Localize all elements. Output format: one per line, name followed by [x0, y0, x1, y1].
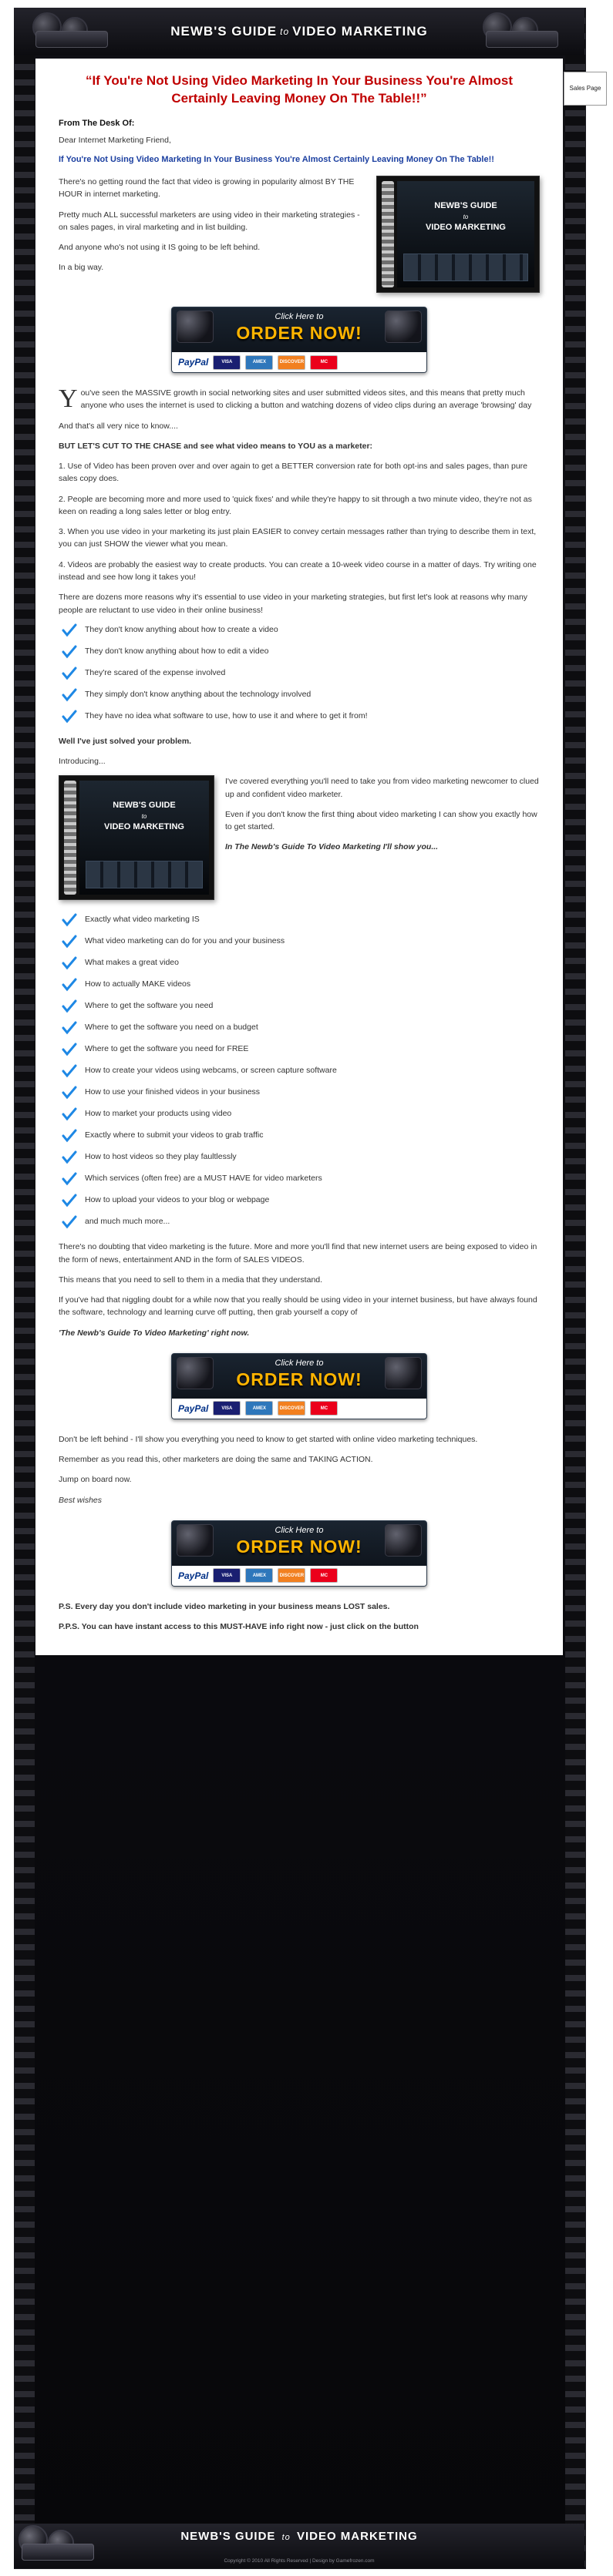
order-button-label-top: ORDER NOW! [236, 323, 362, 344]
section2-paragraph-1 [59, 387, 540, 412]
list-item [59, 624, 540, 638]
closing-paragraph-2: This means that you need to sell to them in a media that they understand. [59, 1275, 323, 1285]
objections-list [59, 624, 540, 724]
check-icon [62, 645, 77, 660]
product-ebook-image-secondary [59, 775, 214, 900]
amex-card-icon: AMEX [245, 1401, 273, 1416]
paypal-logo: PayPal [178, 357, 209, 368]
list-item-label: How to market your products using video [85, 1109, 232, 1119]
closing-paragraph-3: If you've had that niggling doubt for a while now that you really should be using video in your internet business, but have always found the software, technology and learning curve off putting, then grab yourself a copy of [59, 1295, 537, 1318]
offer-paragraph-1: I've covered everything you'll need to take you from video marketing newcomer to clued up and confident video marketer. [225, 777, 539, 799]
list-item [59, 1000, 540, 1014]
section2-paragraph-1-text: ou've seen the MASSIVE growth in social networking sites and user submitted videos sites, and this means that pretty much anyone who uses the internet is used to clicking a button and watching dozens of video clips during an average 'browsing' day [80, 388, 532, 411]
header-title-connector: to [280, 26, 290, 37]
product-cover-title-line2: VIDEO MARKETING [104, 821, 184, 831]
payment-methods-middle [172, 1399, 426, 1419]
check-icon [62, 1086, 77, 1101]
from-desk-label: From The Desk Of: [59, 118, 135, 128]
film-strip-right-decoration [565, 8, 585, 2568]
mastercard-icon: MC [310, 355, 338, 370]
list-item [59, 1043, 540, 1057]
offer-paragraph-3: In The Newb's Guide To Video Marketing I'll show you... [225, 842, 439, 852]
list-item-label: Exactly what video marketing IS [85, 915, 200, 925]
check-icon [62, 999, 77, 1015]
visa-card-icon: VISA [213, 1568, 241, 1583]
intro-paragraph-3: And anyone who's not using it IS going to be left behind. [59, 243, 261, 253]
order-now-button-bottom[interactable] [171, 1520, 427, 1587]
spiral-binding-decoration [382, 181, 394, 287]
section2-paragraph-2: And that's all very nice to know.... [59, 421, 178, 431]
list-item [59, 1130, 540, 1144]
order-button-label-middle: ORDER NOW! [236, 1369, 362, 1389]
check-icon [62, 1129, 77, 1144]
list-item-label: Where to get the software you need [85, 1001, 214, 1011]
footer-title [14, 2530, 584, 2543]
closing-paragraph-1: There's no doubting that video marketing is the future. More and more you'll find that new internet users are being exposed to video in the form of news, entertainment AND in the form of SALES VIDEOS. [59, 1242, 537, 1264]
product-cover-title-line1: NEWB'S GUIDE [113, 801, 176, 811]
discover-card-icon: DISCOVER [278, 355, 305, 370]
paypal-logo: PayPal [178, 1570, 209, 1581]
film-strip-decoration [86, 861, 203, 888]
final-paragraph-4: Best wishes [59, 1495, 103, 1505]
list-item-label: Exactly where to submit your videos to grab traffic [85, 1130, 264, 1140]
product-cover [79, 781, 209, 895]
intro-paragraph-4: In a big way. [59, 263, 104, 273]
list-item-label: What makes a great video [85, 958, 179, 968]
sales-letter-sheet [35, 59, 563, 1655]
closing-paragraph-4: 'The Newb's Guide To Video Marketing' right now. [59, 1328, 250, 1338]
product-cover-connector: to [463, 213, 469, 220]
footer-title-connector: to [281, 2533, 291, 2542]
visa-card-icon: VISA [213, 1401, 241, 1416]
discover-card-icon: DISCOVER [278, 1568, 305, 1583]
list-item-label: How to host videos so they play faultlessly [85, 1152, 237, 1162]
film-strip-left-decoration [15, 8, 35, 2568]
check-icon [62, 688, 77, 704]
list-item [59, 1108, 540, 1122]
list-item-label: How to actually MAKE videos [85, 979, 191, 989]
order-button-click-text-middle: Click Here to [275, 1358, 324, 1368]
numbered-point-1: 1. Use of Video has been proven over and over again to get a BETTER conversion rate for both opt-ins and sales pages, than pure sales copy does. [59, 462, 528, 484]
salutation: Dear Internet Marketing Friend, [59, 135, 171, 145]
mastercard-icon: MC [310, 1401, 338, 1416]
list-item [59, 1086, 540, 1100]
payment-methods-top [172, 352, 426, 372]
product-cover-title-line2: VIDEO MARKETING [426, 222, 506, 232]
list-item [59, 667, 540, 681]
check-icon [62, 1107, 77, 1123]
list-item [59, 979, 540, 992]
paypal-logo: PayPal [178, 1402, 209, 1414]
ps-line-1: P.S. Every day you don't include video marketing in your business means LOST sales. [59, 1601, 390, 1611]
list-item-label: and much much more... [85, 1217, 170, 1227]
section2-closing: There are dozens more reasons why it's essential to use video in your marketing strategies, but first let's look at reasons why many people are reluctant to use video in their online business! [59, 593, 528, 615]
numbered-point-3: 3. When you use video in your marketing its just plain EASIER to convey certain messages rather than trying to describe them in text, you can just SHOW the viewer what you mean. [59, 527, 537, 549]
list-item [59, 646, 540, 660]
order-now-button-top[interactable] [171, 307, 427, 373]
check-icon [62, 1215, 77, 1231]
film-strip-decoration [403, 254, 528, 281]
product-cover [397, 181, 534, 287]
dropcap-letter: Y [59, 385, 78, 414]
amex-card-icon: AMEX [245, 1568, 273, 1583]
list-item-label: What video marketing can do for you and your business [85, 936, 285, 946]
check-icon [62, 623, 77, 639]
list-item [59, 1173, 540, 1187]
check-icon [62, 1150, 77, 1166]
product-cover-title-line1: NEWB'S GUIDE [434, 201, 497, 211]
sub-headline: If You're Not Using Video Marketing In Your Business You're Almost Certainly Leaving Money On The Table!! [59, 155, 494, 165]
check-icon [62, 1194, 77, 1209]
sales-page-callout-label: Sales Page [569, 84, 601, 92]
order-button-label-bottom: ORDER NOW! [236, 1536, 362, 1557]
ps-line-2: P.P.S. You can have instant access to this MUST-HAVE info right now - just click on the button [59, 1622, 419, 1632]
list-item [59, 914, 540, 928]
introducing-line: Introducing... [59, 757, 106, 767]
check-icon [62, 710, 77, 725]
order-button-click-text-bottom: Click Here to [275, 1525, 324, 1535]
visa-card-icon: VISA [213, 355, 241, 370]
numbered-point-2: 2. People are becoming more and more used to 'quick fixes' and while they're happy to sit through a two minute video, they're not as keen on reading a long sales letter or blog entry. [59, 494, 532, 516]
list-item [59, 1194, 540, 1208]
check-icon [62, 667, 77, 682]
list-item-label: Where to get the software you need for FREE [85, 1044, 249, 1054]
list-item [59, 689, 540, 703]
final-paragraph-1: Don't be left behind - I'll show you everything you need to know to get started with online video marketing techniques. [59, 1434, 478, 1444]
list-item [59, 1022, 540, 1036]
final-paragraph-3: Jump on board now. [59, 1475, 132, 1485]
list-item-label: They have no idea what software to use, how to use it and where to get it from! [85, 710, 368, 720]
product-cover-connector: to [141, 813, 147, 821]
check-icon [62, 1064, 77, 1080]
page-headline: “If You're Not Using Video Marketing In Your Business You're Almost Certainly Leaving Money On The Table!!” [85, 73, 514, 106]
features-list [59, 914, 540, 1230]
header-title [14, 8, 584, 55]
list-item-label: They don't know anything about how to edit a video [85, 646, 269, 656]
list-item-label: They're scared of the expense involved [85, 667, 226, 677]
list-item-label: Where to get the software you need on a budget [85, 1023, 258, 1033]
list-item [59, 957, 540, 971]
payment-methods-bottom [172, 1566, 426, 1586]
copyright-text: Copyright © 2010 All Rights Reserved | Design by Gamefrozen.com [224, 2558, 375, 2564]
discover-card-icon: DISCOVER [278, 1401, 305, 1416]
order-now-button-middle[interactable] [171, 1353, 427, 1419]
header-title-part2: VIDEO MARKETING [292, 24, 428, 39]
intro-paragraph-1: There's no getting round the fact that video is growing in popularity almost BY THE HOUR in internet marketing. [59, 177, 355, 200]
list-item [59, 1216, 540, 1230]
solved-line: Well I've just solved your problem. [59, 736, 192, 746]
check-icon [62, 978, 77, 993]
check-icon [62, 1021, 77, 1036]
check-icon [62, 913, 77, 929]
mastercard-icon: MC [310, 1568, 338, 1583]
product-ebook-image [376, 176, 540, 293]
list-item-label: How to create your videos using webcams, or screen capture software [85, 1066, 337, 1076]
amex-card-icon: AMEX [245, 355, 273, 370]
site-header [14, 8, 584, 55]
list-item-label: They simply don't know anything about the technology involved [85, 689, 312, 699]
order-button-click-text-top: Click Here to [275, 312, 324, 322]
offer-paragraph-2: Even if you don't know the first thing about video marketing I can show you exactly how to get started. [225, 809, 537, 832]
check-icon [62, 935, 77, 950]
final-paragraph-2: Remember as you read this, other marketers are doing the same and TAKING ACTION. [59, 1455, 373, 1465]
list-item-label: How to use your finished videos in your business [85, 1087, 261, 1097]
check-icon [62, 956, 77, 972]
check-icon [62, 1172, 77, 1187]
footer-title-part2: VIDEO MARKETING [296, 2530, 418, 2543]
numbered-point-4: 4. Videos are probably the easiest way to create products. You can create a 10-week video course in a matter of days. Try writing one instead and see how long it takes you! [59, 559, 537, 582]
header-title-part1: NEWB'S GUIDE [170, 24, 278, 39]
list-item-label: How to upload your videos to your blog or webpage [85, 1195, 270, 1205]
intro-paragraph-2: Pretty much ALL successful marketers are using video in their marketing strategies - on sales pages, in viral marketing and in list building. [59, 210, 360, 232]
sales-page-callout [564, 72, 607, 106]
list-item-label: They don't know anything about how to create a video [85, 624, 278, 634]
site-footer [14, 2524, 584, 2568]
list-item [59, 1151, 540, 1165]
list-item [59, 1065, 540, 1079]
list-item-label: Which services (often free) are a MUST HAVE for video marketers [85, 1174, 322, 1184]
cut-to-chase-line: BUT LET'S CUT TO THE CHASE and see what video means to YOU as a marketer: [59, 441, 373, 451]
list-item [59, 935, 540, 949]
spiral-binding-decoration [64, 781, 76, 895]
list-item [59, 710, 540, 724]
footer-title-part1: NEWB'S GUIDE [180, 2530, 276, 2543]
check-icon [62, 1043, 77, 1058]
